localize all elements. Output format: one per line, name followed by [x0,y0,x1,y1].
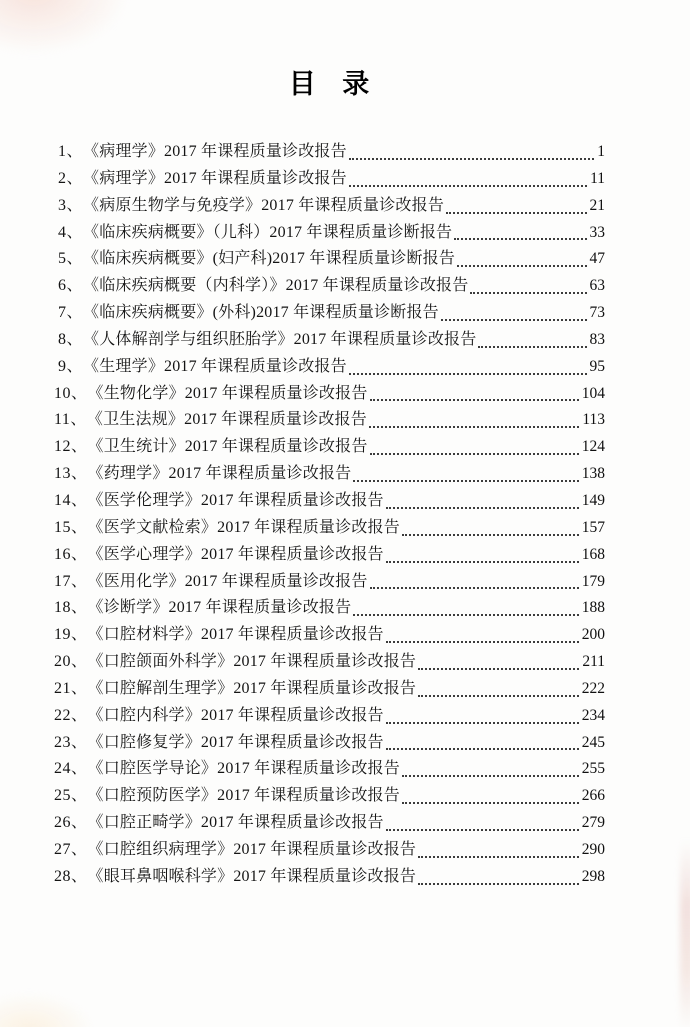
toc-entry-dot-leader [470,292,586,294]
toc-entry-page-number: 1 [597,143,605,160]
toc-entry-dot-leader [386,507,579,509]
toc-entry [54,354,605,381]
scan-artifact-bottom-left [0,992,95,1027]
toc-entry-page-number: 73 [589,304,605,322]
toc-entry-dot-leader [370,399,579,401]
toc-entry [54,810,605,837]
toc-entry-dot-leader [457,265,586,267]
toc-entry-dot-leader [349,185,587,187]
toc-entry-dot-leader [353,480,578,482]
toc-entry-dot-leader [418,883,579,885]
toc-entry-page-number: 33 [589,223,605,241]
toc-entry-page-number: 188 [581,599,605,617]
toc-entry-page-number: 211 [582,653,605,671]
page-title: 目 录 [288,69,371,99]
toc-entry [54,756,605,783]
toc-entry-page-number: 222 [581,679,605,697]
scan-artifact-right-edge [680,840,690,1027]
toc-entry-title: 《病理学》2017 年课程质量诊改报告 [83,169,347,187]
toc-entry-title: 《口腔医学导论》2017 年课程质量诊改报告 [87,760,400,778]
toc-entry-page-number: 234 [581,706,605,724]
toc-entry-dot-leader [349,373,587,375]
toc-entry-number: 16、 [54,545,88,563]
toc-entry [54,273,605,300]
toc-entry [54,220,605,247]
toc-entry-page-number: 63 [589,277,605,295]
toc-entry-page-number: 179 [581,572,605,590]
toc-entry-number: 3、 [58,196,84,214]
toc-entry [54,569,605,596]
toc-entry-title: 《医用化学》2017 年课程质量诊改报告 [87,572,368,590]
toc-entry [54,381,605,408]
toc-entry-dot-leader [370,453,579,455]
toc-entry-number: 22、 [54,706,88,724]
toc-entry-page-number: 11 [590,169,605,187]
toc-entry-title: 《诊断学》2017 年课程质量诊改报告 [87,599,352,617]
toc-entry [54,595,605,622]
toc-entry-number: 28、 [54,867,88,885]
toc-entry [54,166,605,193]
toc-entry-title: 《口腔解剖生理学》2017 年课程质量诊改报告 [87,679,417,697]
toc-entry-title: 《眼耳鼻咽喉科学》2017 年课程质量诊改报告 [87,867,417,885]
toc-entry-page-number: 149 [581,491,605,509]
toc-entry-dot-leader [418,695,579,697]
toc-entry-title: 《口腔预防医学》2017 年课程质量诊改报告 [87,787,400,805]
toc-entry-dot-leader [353,614,578,616]
toc-entry-number: 6、 [58,277,84,295]
toc-entry-title: 《生理学》2017 年课程质量诊改报告 [83,357,347,375]
toc-entry-page-number: 298 [581,867,605,885]
toc-entry-dot-leader [402,534,579,536]
toc-entry-title: 《药理学》2017 年课程质量诊改报告 [87,465,352,483]
toc-entry-page-number: 21 [589,196,605,214]
toc-entry-number: 1、 [58,143,84,160]
toc-entry-dot-leader [349,158,594,160]
toc-entry [54,407,605,434]
toc-entry [54,300,605,327]
toc-entry-page-number: 157 [581,518,605,536]
toc-entry-dot-leader [446,212,586,214]
toc-entry-dot-leader [418,668,579,670]
toc-entry-title: 《口腔正畸学》2017 年课程质量诊改报告 [87,814,384,832]
toc-entry-title: 《临床疾病概要》(妇产科)2017 年课程质量诊断报告 [83,250,456,268]
toc-entry [54,193,605,220]
toc-entry [54,783,605,810]
toc-entry-page-number: 290 [581,840,605,858]
toc-entry-title: 《医学心理学》2017 年课程质量诊改报告 [87,545,384,563]
toc-entry-dot-leader [386,829,579,831]
toc-entry-dot-leader [478,346,586,348]
toc-entry [54,542,605,569]
toc-entry [54,676,605,703]
toc-entry-title: 《生物化学》2017 年课程质量诊改报告 [87,384,368,402]
toc-entry-number: 24、 [54,760,88,778]
toc-entry-page-number: 113 [582,411,605,429]
toc-entry [54,703,605,730]
toc-entry-page-number: 47 [589,250,605,268]
toc-entry-page-number: 266 [581,787,605,805]
toc-entry-title: 《病理学》2017 年课程质量诊改报告 [83,143,347,160]
toc-entry-dot-leader [418,856,579,858]
toc-entry-title: 《卫生统计》2017 年课程质量诊改报告 [87,438,368,456]
toc-entry-number: 19、 [54,626,88,644]
toc-entry [54,730,605,757]
toc-entry-title: 《医学文献检索》2017 年课程质量诊改报告 [87,518,400,536]
toc-entry-number: 14、 [54,491,88,509]
toc-entry-title: 《临床疾病概要（内科学）》2017 年课程质量诊改报告 [83,277,469,295]
toc-entry [54,488,605,515]
toc-entry-title: 《口腔颌面外科学》2017 年课程质量诊改报告 [87,653,417,671]
toc-entry-number: 27、 [54,840,88,858]
toc-entry-page-number: 279 [581,814,605,832]
toc-entry-title: 《医学伦理学》2017 年课程质量诊改报告 [87,491,384,509]
toc-entry-number: 11、 [54,411,87,429]
toc-entry [54,649,605,676]
toc-entry-dot-leader [402,802,579,804]
toc-entry-page-number: 200 [581,626,605,644]
toc-entry-page-number: 95 [589,357,605,375]
toc-entry-title: 《口腔材料学》2017 年课程质量诊改报告 [87,626,384,644]
toc-entry [54,139,605,166]
toc-entry-number: 12、 [54,438,88,456]
toc-entry-title: 《临床疾病概要》(外科)2017 年课程质量诊断报告 [83,304,439,322]
toc-entry-title: 《卫生法规》2017 年课程质量诊改报告 [86,411,367,429]
toc-entry-dot-leader [369,426,579,428]
toc-entry-number: 25、 [54,787,88,805]
toc-entry-title: 《人体解剖学与组织胚胎学》2017 年课程质量诊改报告 [83,330,477,348]
toc-entry [54,864,605,891]
toc-entry [54,461,605,488]
toc-entry-number: 9、 [58,357,84,375]
toc-entry-number: 26、 [54,814,88,832]
toc-entry-title: 《病原生物学与免疫学》2017 年课程质量诊改报告 [83,196,445,214]
toc-entry [54,327,605,354]
toc-entry-number: 2、 [58,169,84,187]
toc-entry-title: 《口腔组织病理学》2017 年课程质量诊改报告 [87,840,417,858]
toc-entry [54,434,605,461]
toc-entry-number: 18、 [54,599,88,617]
toc-entry [54,837,605,864]
toc-entry-page-number: 255 [581,760,605,778]
toc-entry-page-number: 168 [581,545,605,563]
toc-entry-number: 21、 [54,679,88,697]
toc-entry-title: 《口腔内科学》2017 年课程质量诊改报告 [87,706,384,724]
toc-entry-dot-leader [386,561,579,563]
toc-entry-dot-leader [386,722,579,724]
toc-entry-number: 4、 [58,223,84,241]
toc-entry-number: 15、 [54,518,88,536]
toc-entry-dot-leader [441,319,587,321]
toc-entry-title: 《临床疾病概要》（儿科）2017 年课程质量诊断报告 [83,223,453,241]
toc-entry-number: 7、 [58,304,84,322]
toc-entry-page-number: 83 [589,330,605,348]
toc-entry-dot-leader [386,748,579,750]
toc-entry-number: 13、 [54,465,88,483]
toc-entry-dot-leader [386,641,579,643]
toc-entry-dot-leader [370,587,579,589]
toc-entry-number: 10、 [54,384,88,402]
toc-entry [54,246,605,273]
toc-entry-title: 《口腔修复学》2017 年课程质量诊改报告 [87,733,384,751]
toc-entry-number: 5、 [58,250,84,268]
toc-entry-page-number: 138 [581,465,605,483]
toc-entry-dot-leader [454,238,586,240]
toc-entry [54,622,605,649]
scan-artifact-top-left [0,0,130,55]
toc-entry-page-number: 245 [581,733,605,751]
toc-entry-number: 20、 [54,653,88,671]
toc-entry-number: 23、 [54,733,88,751]
toc-entry-number: 8、 [58,330,84,348]
toc-entry-dot-leader [402,775,579,777]
toc-entry [54,515,605,542]
toc-entry-number: 17、 [54,572,88,590]
toc-list [54,139,605,891]
toc-entry-page-number: 104 [581,384,605,402]
toc-entry-page-number: 124 [581,438,605,456]
